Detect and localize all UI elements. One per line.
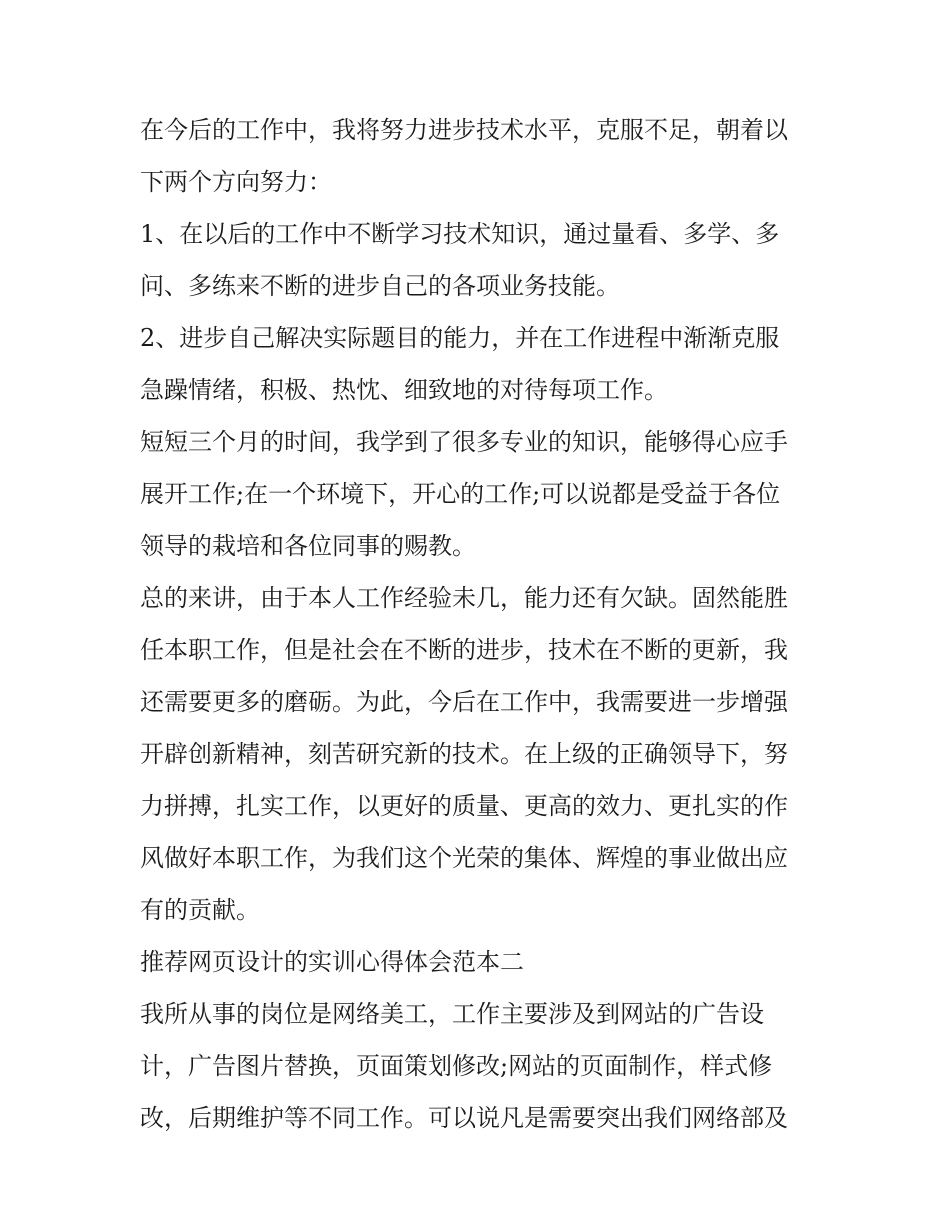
text-line: 力拼搏，扎实工作，以更好的质量、更高的效力、更扎实的作 — [140, 792, 788, 820]
text-line: 风做好本职工作，为我们这个光荣的集体、辉煌的事业做出应 — [140, 844, 788, 872]
text-line: 2、进步自己解决实际题目的能力，并在工作进程中渐渐克服 — [140, 324, 780, 352]
text-line: 有的贡献。 — [140, 896, 260, 924]
text-line: 我所从事的岗位是网络美工，工作主要涉及到网站的广告设 — [140, 1000, 764, 1028]
text-line: 领导的栽培和各位同事的赐教。 — [140, 532, 476, 560]
text-line: 改，后期维护等不同工作。可以说凡是需要突出我们网络部及 — [140, 1104, 788, 1132]
text-line: 开辟创新精神，刻苦研究新的技术。在上级的正确领导下，努 — [140, 740, 788, 768]
text-line: 急躁情绪，积极、热忱、细致地的对待每项工作。 — [140, 376, 668, 404]
text-line: 短短三个月的时间，我学到了很多专业的知识，能够得心应手 — [140, 428, 788, 456]
text-line: 任本职工作，但是社会在不断的进步，技术在不断的更新，我 — [140, 636, 788, 664]
section-heading: 推荐网页设计的实训心得体会范本二 — [140, 948, 524, 976]
text-line: 在今后的工作中，我将努力进步技术水平，克服不足，朝着以 — [140, 116, 788, 144]
document-body — [140, 104, 820, 1144]
text-line: 1、在以后的工作中不断学习技术知识，通过量看、多学、多 — [140, 220, 780, 248]
text-line: 下两个方向努力： — [140, 168, 332, 196]
text-line: 总的来讲，由于本人工作经验未几，能力还有欠缺。固然能胜 — [140, 584, 788, 612]
text-line: 还需要更多的磨砺。为此，今后在工作中，我需要进一步增强 — [140, 688, 788, 716]
text-line: 展开工作;在一个环境下，开心的工作;可以说都是受益于各位 — [140, 480, 781, 508]
text-line: 计，广告图片替换，页面策划修改;网站的页面制作，样式修 — [140, 1052, 773, 1080]
text-line: 问、多练来不断的进步自己的各项业务技能。 — [140, 272, 620, 300]
